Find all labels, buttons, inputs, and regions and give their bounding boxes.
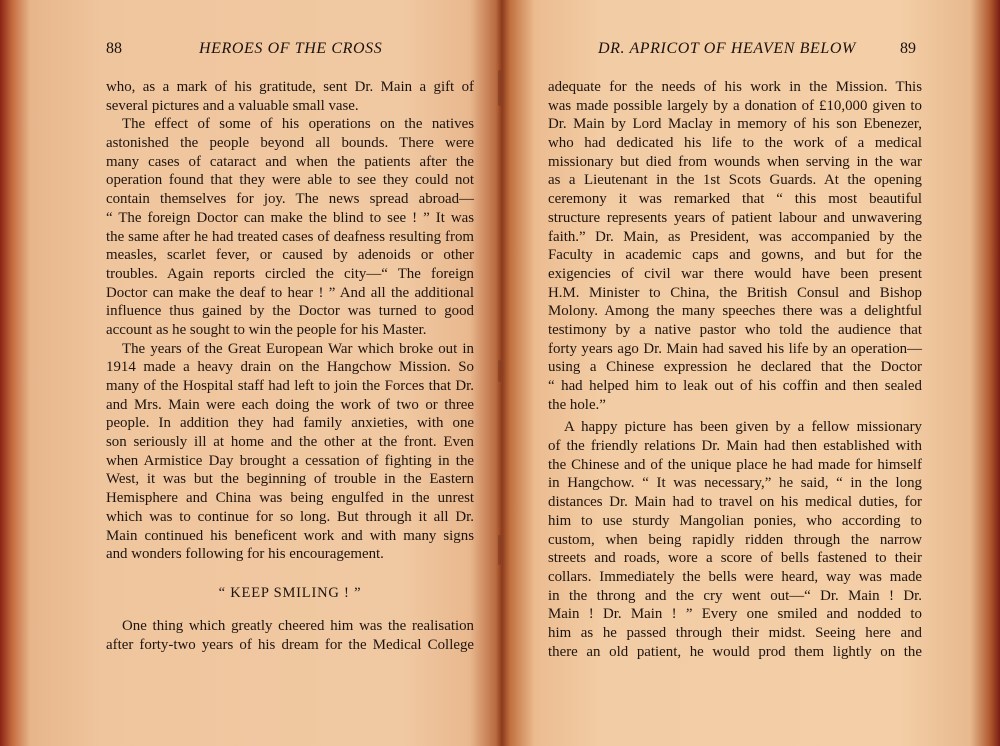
running-head-title: DR. APRICOT OF HEAVEN BELOW [598, 40, 856, 57]
text-line: Main ! Dr. Main ! ” Every one smiled and nodded to [548, 606, 922, 623]
text-line: “ The foreign Doctor can make the blind to see ! ” It was [106, 209, 474, 226]
text-line: several pictures and a valuable small vase. [106, 97, 359, 114]
text-line: operation found that they were able to see they could not [106, 172, 474, 189]
page-number: 88 [106, 40, 122, 57]
text-line: faith.” Dr. Main, as President, was accompanied by the [548, 228, 922, 245]
text-line: distances Dr. Main had to travel on his medical duties, for [548, 494, 922, 511]
text-line: testimony by a native pastor who told the audience that [548, 321, 922, 338]
text-line: in the throng and the cry went out—“ Dr. Main ! Dr. [548, 587, 922, 604]
section-subheading: “ KEEP SMILING ! ” [218, 584, 362, 601]
text-line: A happy picture has been given by a fellow missionary [564, 419, 922, 436]
paragraph [548, 78, 922, 414]
text-line: streets and roads, wore a score of bells fastened to their [548, 550, 922, 567]
text-line: measles, scarlet fever, or caused by adenoids or other [106, 247, 474, 264]
text-line: using a Chinese expression he declared that the Doctor [548, 359, 922, 376]
text-line: of the friendly relations Dr. Main had then established with [548, 438, 922, 455]
text-line: West, it was but the beginning of trouble in the Eastern [106, 471, 474, 488]
left-body-text [106, 78, 474, 654]
text-line: was made possible largely by a donation of £10,000 given to [548, 97, 922, 114]
text-line: him to use sturdy Mangolian ponies, who according to [548, 512, 922, 529]
text-line: the Chinese and of the unique place he had made for himself [548, 456, 922, 473]
text-line: exigencies of civil war there would have been present [548, 265, 922, 282]
text-line: “ had helped him to leak out of his coffin and then sealed [548, 378, 922, 394]
text-line: which was to continue for so long. But through it all Dr. [106, 508, 474, 525]
text-line: astonished the people beyond all bounds. There were [106, 135, 474, 152]
running-head-title: HEROES OF THE CROSS [199, 40, 383, 57]
text-line: as a Lieutenant in the 1st Scots Guards. At the opening [548, 172, 922, 189]
text-line: son seriously ill at home and the other at the front. Even [106, 434, 474, 451]
text-line: when Armistice Day brought a cessation of fighting in the [106, 452, 474, 469]
text-line: Main continued his beneficent work and with many signs [106, 527, 474, 544]
text-line: adequate for the needs of his work in the Mission. This [548, 79, 922, 95]
text-line: there an old patient, he would prod them lightly on the [548, 643, 922, 660]
text-line: contain themselves for joy. The news spread abroad— [106, 191, 474, 208]
text-line: Dr. Main by Lord Maclay in memory of his son Ebenezer, [548, 116, 922, 133]
text-line: influence thus gained by the Doctor was turned to good [106, 303, 474, 320]
text-line: collars. Immediately the bells were heard, way was made [548, 568, 922, 585]
text-line: after forty-two years of his dream for the Medical College [106, 636, 474, 653]
text-line: Molony. Among the many speeches there was a delightful [548, 303, 922, 320]
text-line: troubles. Again reports circled the city—“ The foreign [106, 265, 474, 282]
text-line: missionary but died from wounds when serving in the war [548, 153, 922, 170]
page-number: 89 [900, 40, 916, 57]
paragraph [106, 115, 474, 339]
text-line: many cases of cataract and when the patients after the [106, 153, 474, 170]
text-line: Hemisphere and China was being engulfed in the unrest [106, 490, 474, 507]
text-line: forty years ago Dr. Main had saved his life by an operation— [548, 340, 922, 357]
text-line: many of the Hospital staff had left to join the Forces that Dr. [106, 378, 474, 394]
text-line: structure represents years of patient labour and unwavering [548, 209, 922, 226]
paragraph [106, 340, 474, 564]
paragraph [106, 617, 474, 654]
text-line: ceremony it was remarked that “ this most beautiful [548, 191, 922, 208]
paragraph [548, 418, 922, 661]
text-line: who had dedicated his life to the work of a medical [548, 135, 922, 152]
text-line: him as he passed through their midst. Seeing here and [548, 624, 922, 641]
right-page [505, 0, 1000, 746]
text-line: the same after he had treated cases of deafness resulting from [106, 228, 474, 245]
text-line: The years of the Great European War which broke out in [122, 340, 474, 357]
text-line: Doctor can make the deaf to hear ! ” And all the additional [106, 284, 474, 301]
text-line: the hole.” [548, 396, 606, 413]
text-line: and wonders following for his encouragement. [106, 546, 384, 563]
right-body-text [548, 78, 922, 661]
text-line: account as he sought to win the people for his Master. [106, 321, 427, 338]
text-line: Faculty in academic caps and gowns, and but for the [548, 247, 922, 264]
text-line: The effect of some of his operations on the natives [122, 116, 474, 133]
text-line: custom, when being rapidly ridden through the narrow [548, 531, 922, 548]
text-line: in Hangchow. “ It was necessary,” he said, “ in the long [548, 475, 922, 492]
text-line: One thing which greatly cheered him was the realisation [122, 617, 474, 634]
text-line: who, as a mark of his gratitude, sent Dr. Main a gift of [106, 79, 474, 95]
paragraph [106, 78, 474, 115]
text-line: 1914 made a heavy drain on the Hangchow Mission. So [106, 359, 474, 376]
text-line: and Mrs. Main were each doing the work of two or three [106, 396, 474, 413]
text-line: H.M. Minister to China, the British Consul and Bishop [548, 284, 922, 301]
text-line: people. In addition they had family anxieties, with one [106, 415, 474, 432]
